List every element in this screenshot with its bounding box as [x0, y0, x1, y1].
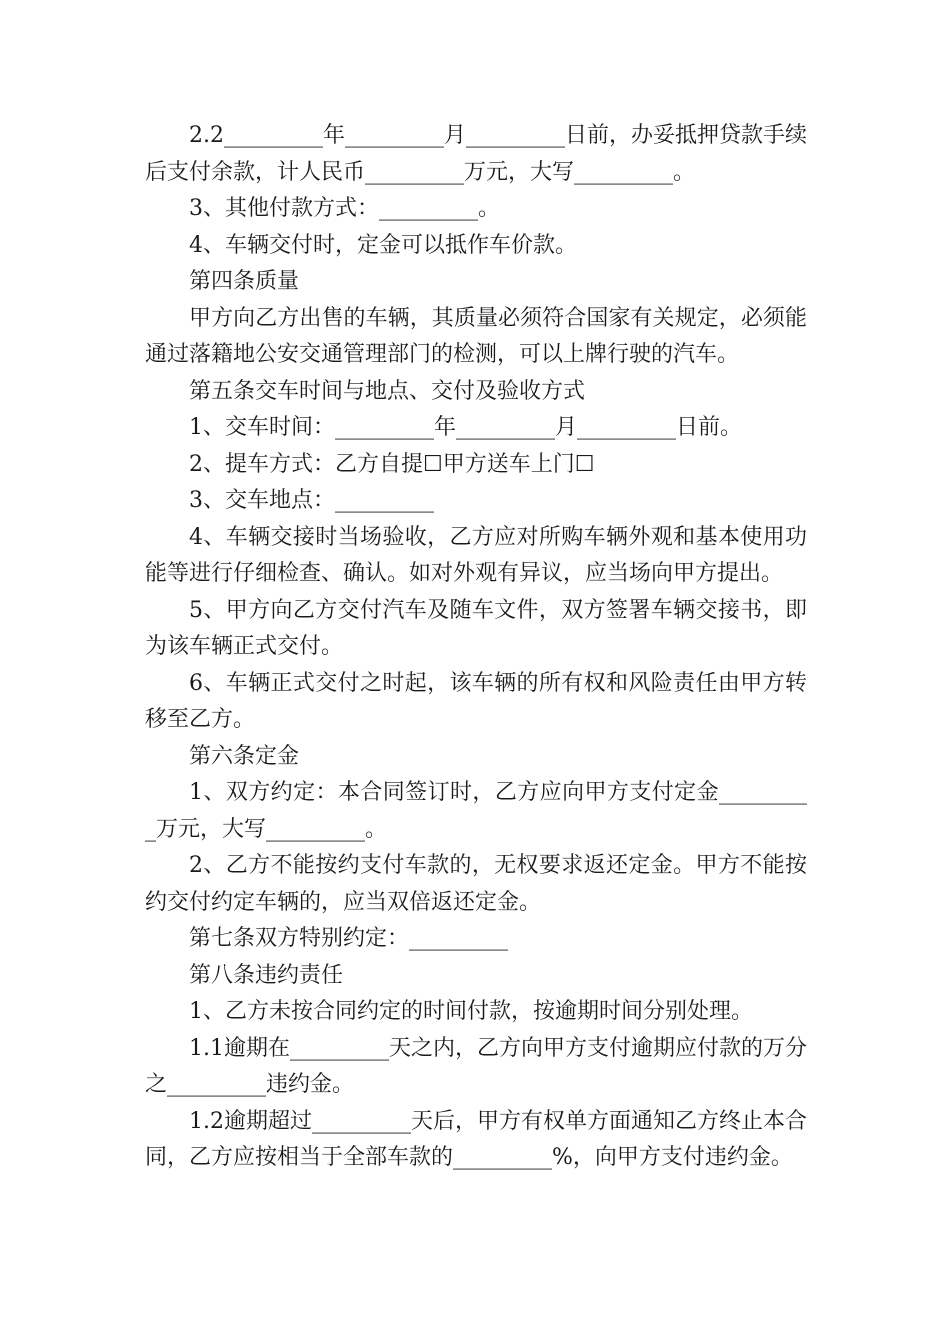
- paragraph-late-payment: 1、乙方未按合同约定的时间付款，按逾期时间分别处理。: [189, 999, 753, 1024]
- paragraph-1-2-overdue-beyond: 1.2逾期超过_________天后，甲方有权单方面通知乙方终止本合同，乙方应按相当于全部车款的_________%，向甲方支付违约金。: [145, 1108, 807, 1170]
- paragraph-deposit-amount: 1、双方约定：本合同签订时，乙方应向甲方支付定金_________万元，大写_________。: [145, 780, 807, 842]
- paragraph-ownership-transfer: 6、车辆正式交付之时起，该车辆的所有权和风险责任由甲方转移至乙方。: [145, 670, 807, 732]
- paragraph-inspection: 4、车辆交接时当场验收，乙方应对所购车辆外观和基本使用功能等进行仔细检查、确认。如对外观有异议，应当场向甲方提出。: [145, 524, 807, 586]
- section-heading-quality: 第四条质量: [189, 269, 300, 294]
- document-body: [145, 118, 807, 1177]
- section-heading-deposit: 第六条定金: [189, 743, 300, 769]
- paragraph-handover-documents: 5、甲方向乙方交付汽车及随车文件，双方签署车辆交接书，即为该车辆正式交付。: [145, 597, 807, 659]
- paragraph-delivery-time: 1、交车时间：_________年_________月_________日前。: [189, 415, 742, 440]
- paragraph-delivery-location: 3、交车地点：_________: [189, 488, 434, 513]
- paragraph-2-2-balance-payment: 2.2_________年_________月_________日前，办妥抵押贷款手续后支付余款，计人民币_________万元，大写_________。: [145, 123, 807, 185]
- paragraph-1-1-overdue-within: 1.1逾期在_________天之内，乙方向甲方支付逾期应付款的万分之_________违约金。: [145, 1035, 807, 1097]
- section-heading-breach-liability: 第八条违约责任: [189, 962, 344, 988]
- paragraph-other-payment-method: 3、其他付款方式：_________。: [189, 196, 500, 221]
- paragraph-deposit-rules: 2、乙方不能按约支付车款的，无权要求返还定金。甲方不能按约交付约定车辆的，应当双倍返还定金。: [145, 853, 807, 915]
- section-heading-delivery: 第五条交车时间与地点、交付及验收方式: [189, 378, 586, 404]
- section-heading-special-agreement: 第七条双方特别约定：_________: [189, 926, 509, 951]
- paragraph-pickup-method: 2、提车方式：乙方自提☐甲方送车上门☐: [189, 451, 595, 477]
- paragraph-deposit-offset: 4、车辆交付时，定金可以抵作车价款。: [189, 232, 577, 258]
- paragraph-quality-requirement: 甲方向乙方出售的车辆，其质量必须符合国家有关规定，必须能通过落籍地公安交通管理部门的检测，可以上牌行驶的汽车。: [145, 305, 807, 367]
